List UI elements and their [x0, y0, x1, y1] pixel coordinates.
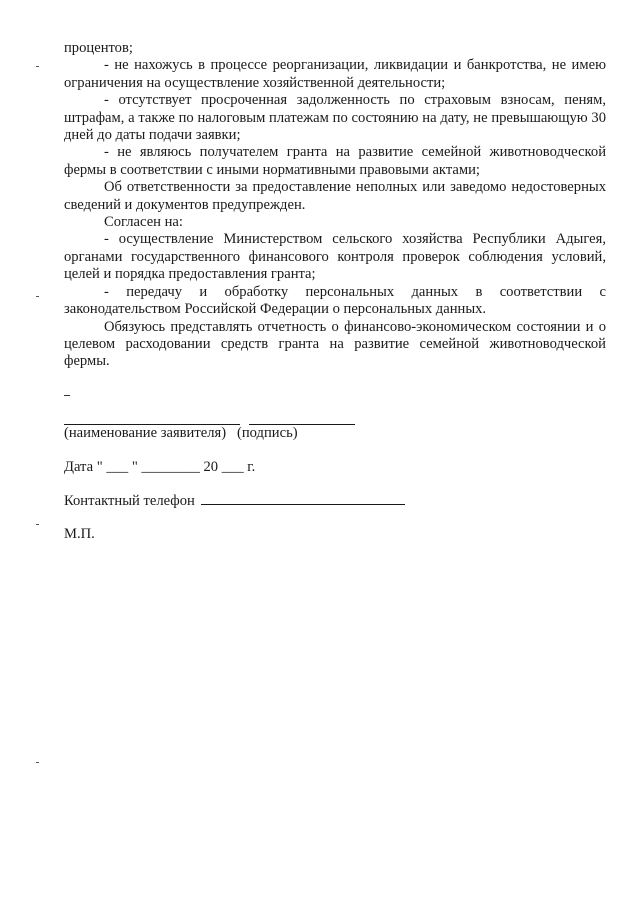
date-line: Дата " ___ " ________ 20 ___ г.	[64, 459, 256, 475]
signature-dash-mark	[64, 395, 70, 396]
signature-labels: (наименование заявителя) (подпись)	[64, 425, 298, 441]
paragraph-no-other-grant: - не являюсь получателем гранта на развитие семейной животноводческой фермы в соответствии с иными нормативными правовыми актами;	[64, 144, 606, 178]
paragraph-no-debt: - отсутствует просроченная задолженность по страховым взносам, пеням, штрафам, а также по налоговым платежам по состоянию на дату, не превышающую 30 дней до даты подачи заявки;	[64, 92, 606, 144]
paragraph-consent-heading: Согласен на:	[104, 214, 183, 231]
scan-margin-tick	[36, 524, 39, 525]
contact-phone-blank	[201, 492, 405, 505]
stamp-place: М.П.	[64, 526, 95, 542]
paragraph-reporting-obligation: Обязуюсь представлять отчетность о финансово-экономическом состоянии и о целевом расходовании средств гранта на развитие семейной животноводческой фермы.	[64, 318, 606, 370]
contact-phone-line	[64, 492, 405, 510]
signature-lines	[64, 408, 355, 425]
scan-margin-tick	[36, 296, 39, 297]
paragraph-consent-inspections: - осуществление Министерством сельского хозяйства Республики Адыгея, органами государственного финансового контроля проверок соблюдения условий, целей и порядка предоставления гранта;	[64, 231, 606, 283]
applicant-name-line	[64, 412, 240, 425]
contact-phone-label: Контактный телефон	[64, 493, 195, 509]
signature-line	[249, 412, 355, 425]
paragraph-percent-tail: процентов;	[64, 40, 133, 56]
paragraph-responsibility: Об ответственности за предоставление неполных или заведомо недостоверных сведений и документов предупрежден.	[64, 179, 606, 213]
scan-margin-tick	[36, 762, 39, 763]
paragraph-no-reorganization: - не нахожусь в процессе реорганизации, ликвидации и банкротства, не имею ограничения на осуществление хозяйственной деятельности;	[64, 57, 606, 91]
paragraph-consent-personal-data: - передачу и обработку персональных данных в соответствии с законодательством Российской Федерации о персональных данных.	[64, 283, 606, 318]
document-body	[64, 40, 606, 371]
scan-margin-tick	[36, 66, 39, 67]
